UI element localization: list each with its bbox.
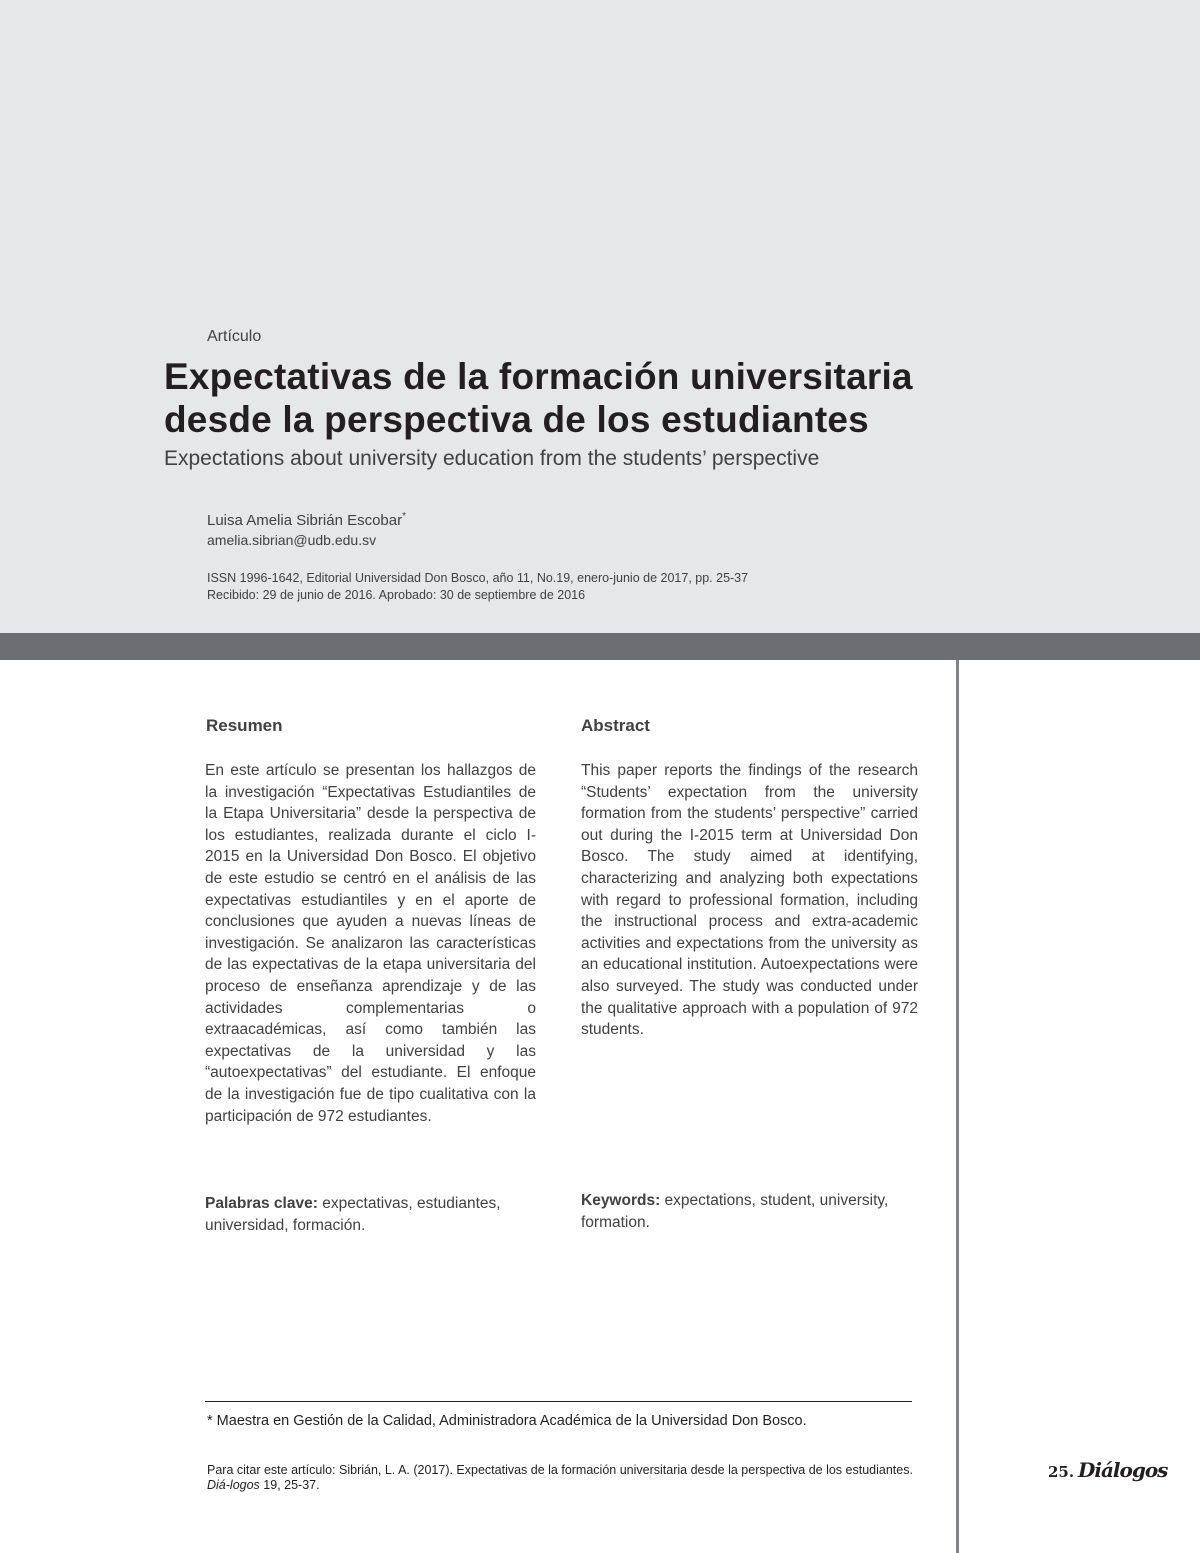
abstract-keywords-label: Keywords: — [581, 1192, 661, 1209]
dates-line: Recibido: 29 de junio de 2016. Aprobado: 30 de septiembre de 2016 — [207, 588, 586, 602]
citation-journal: Diá-logos — [207, 1478, 260, 1492]
resumen-keywords-list: expectativas, estudiantes, universidad, formación. — [205, 1195, 501, 1234]
margin-divider — [956, 660, 959, 1553]
resumen-keywords-label: Palabras clave: — [205, 1195, 318, 1212]
abstract-keywords-list: expectations, student, university, formation. — [581, 1192, 889, 1231]
author-line — [207, 511, 406, 529]
citation-prefix: Para citar este artículo: Sibrián, L. A. (2017). Expectativas de la formación universitaria desde la perspectiva de los estudiantes. — [207, 1463, 913, 1477]
author-email: amelia.sibrian@udb.edu.sv — [207, 532, 377, 548]
resumen-keywords — [205, 1193, 536, 1236]
issn-line: ISSN 1996-1642, Editorial Universidad Don Bosco, año 11, No.19, enero-junio de 2017, pp. 25-37 — [207, 571, 749, 585]
header-band — [0, 0, 1200, 633]
author-footnote-mark: * — [402, 511, 407, 522]
abstract-text: This paper reports the findings of the research “Students’ expectation from the university formation from the students’ perspective” carried out during the I-2015 term at Universidad Don Bosco. The study aimed at identifying, characterizing and analyzing both expectations with regard to professional formation, including the instructional process and extra-academic activities and expectations from the university as an educational institution. Autoexpectations were also surveyed. The study was conducted under the qualitative approach with a population of 972 students. — [581, 762, 918, 1039]
publication-meta — [207, 570, 748, 604]
page-number: 25. — [1048, 1463, 1075, 1481]
article-title-line-1: Expectativas de la formación universitaria — [164, 356, 913, 397]
abstract-heading: Abstract — [581, 716, 650, 735]
resumen-text: En este artículo se presentan los hallazgos de la investigación “Expectativas Estudiantiles de la Etapa Universitaria” desde la perspectiva de los estudiantes, realizada durante el ciclo I-2015 en la Universidad Don Bosco. El objetivo de este estudio se centró en el análisis de las expectativas estudiantiles y en el aporte de conclusiones que ayuden a nuevas líneas de investigación. Se analizaron las características de las expectativas de la etapa universitaria del proceso de enseñanza aprendizaje y de las actividades complementarias o extraacadémicas, así como también las expectativas de la universidad y las “autoexpectativas” del estudiante. El enfoque de la investigación fue de tipo cualitativa con la participación de 972 estudiantes. — [205, 762, 536, 1125]
author-footnote: * Maestra en Gestión de la Calidad, Administradora Académica de la Universidad Don Bosco. — [207, 1413, 807, 1429]
abstract-keywords — [581, 1190, 918, 1233]
journal-logo: Diálogos — [1078, 1458, 1168, 1482]
resumen-heading: Resumen — [206, 716, 283, 735]
citation — [207, 1463, 919, 1493]
article-title — [164, 355, 1044, 441]
footnote-rule — [205, 1401, 912, 1402]
citation-suffix: 19, 25-37. — [259, 1478, 320, 1492]
article-title-line-2: desde la perspectiva de los estudiantes — [164, 399, 869, 440]
section-label: Artículo — [207, 328, 262, 345]
header-bar — [0, 633, 1200, 660]
article-subtitle: Expectations about university education from the students’ perspective — [164, 447, 820, 470]
author-name: Luisa Amelia Sibrián Escobar — [207, 512, 403, 529]
